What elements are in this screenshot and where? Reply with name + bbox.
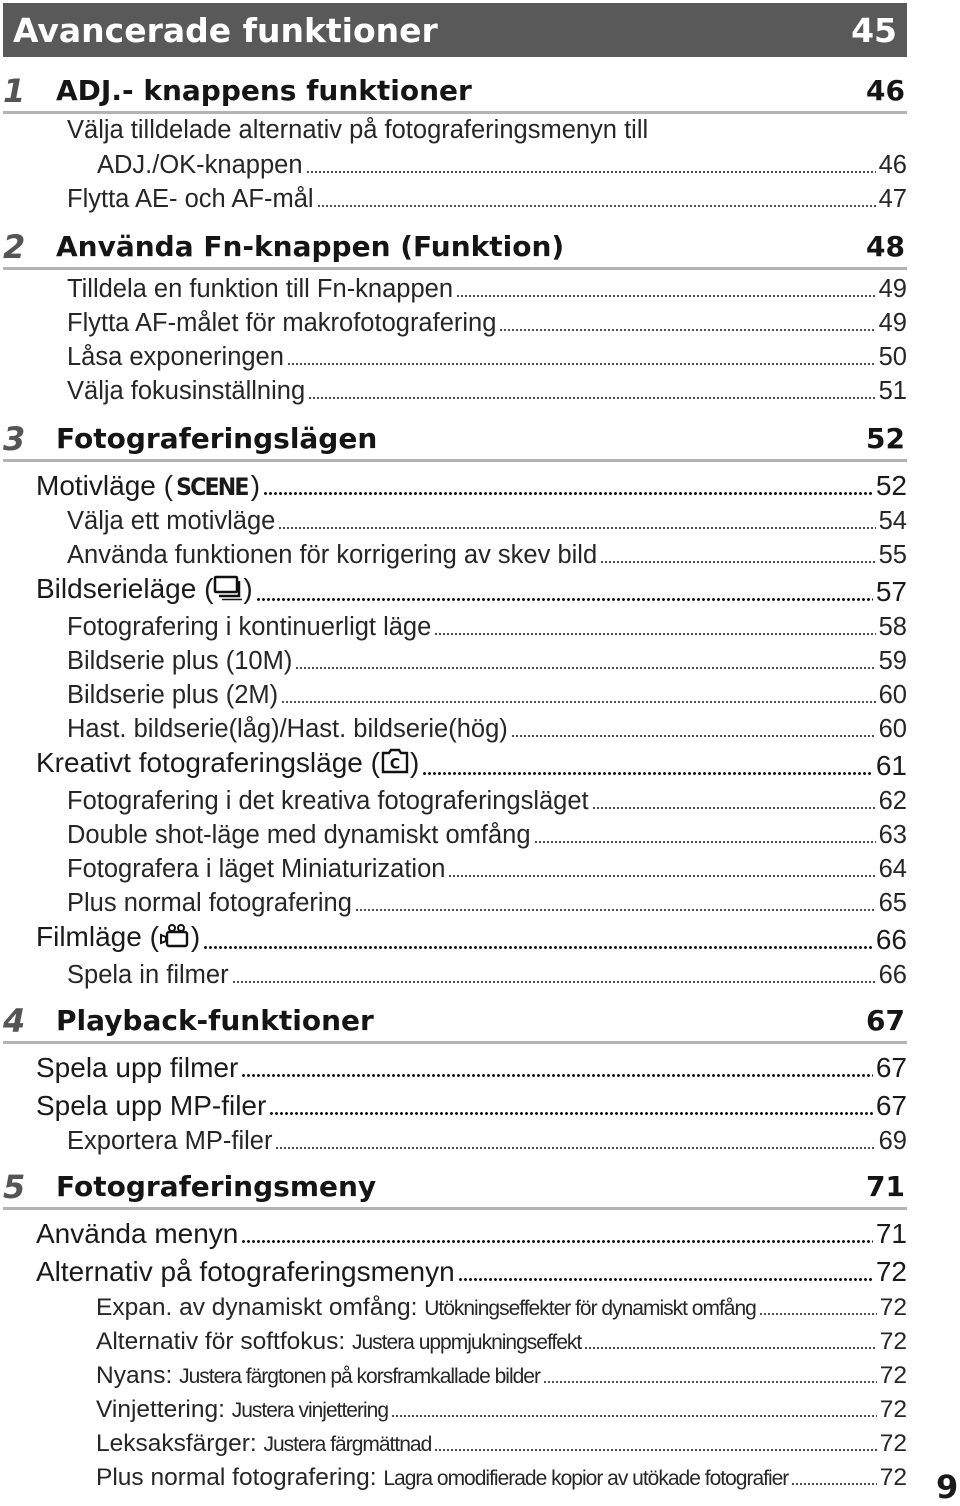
chapter-title: ADJ.- knappens funktioner [56, 74, 472, 107]
entry-description: Lagra omodifierade kopior av utökade fotografier [383, 1467, 789, 1490]
dot-leader [543, 1381, 877, 1383]
entry-label [96, 1430, 431, 1458]
entry-label: Spela upp filmer [36, 1052, 239, 1083]
entry-label [96, 1294, 756, 1322]
dot-leader [232, 981, 876, 983]
entry-page: 46 [878, 151, 907, 179]
entry-page: 67 [875, 1090, 907, 1121]
toc-entry[interactable] [67, 850, 907, 884]
entry-page: 72 [879, 1362, 907, 1389]
entry-label-text: Nyans: [96, 1362, 173, 1389]
entry-label-text: ) [409, 747, 420, 778]
toc-entry[interactable] [67, 956, 907, 990]
entry-page: 67 [875, 1052, 907, 1083]
dot-leader [355, 909, 876, 911]
svg-text:C: C [389, 756, 401, 773]
dot-leader [275, 1147, 875, 1149]
toc-entry-main[interactable] [36, 572, 907, 608]
chapter-page: 67 [866, 1004, 905, 1037]
entry-page: 51 [878, 377, 907, 405]
entry-page: 60 [878, 681, 907, 709]
page-number: 9 [936, 1468, 959, 1506]
entry-label: Välja fokusinställning [67, 377, 306, 405]
chapter-title: Playback-funktioner [56, 1004, 374, 1037]
entry-description: Justera färgtonen på korsframkallade bilder [179, 1365, 540, 1388]
entry-label [96, 1362, 540, 1390]
entry-label [36, 921, 200, 956]
dot-leader [458, 1278, 873, 1281]
section-banner [3, 3, 907, 57]
toc-entry-main[interactable] [36, 1086, 907, 1122]
movie-mode-icon [159, 923, 191, 956]
entry-label: Tilldela en funktion till Fn-knappen [67, 275, 454, 303]
entry-label: Bildserie plus (2M) [67, 681, 279, 709]
dot-leader [241, 1074, 873, 1077]
entry-page: 72 [875, 1256, 907, 1287]
dot-leader [306, 171, 876, 173]
entry-page: 57 [875, 576, 907, 607]
dot-leader [263, 492, 873, 495]
dot-leader [600, 561, 875, 563]
toc-entry[interactable] [67, 304, 907, 338]
chapter-page: 46 [866, 74, 905, 107]
chapter-number: 2 [3, 227, 26, 266]
chapter-page: 48 [866, 230, 905, 263]
toc-entry-main[interactable] [36, 920, 907, 956]
entry-description: Utökningseffekter för dynamiskt omfång [424, 1297, 756, 1320]
toc-entry[interactable] [96, 1322, 907, 1356]
entry-page: 61 [875, 750, 907, 781]
entry-page: 63 [878, 821, 907, 849]
entry-label: Flytta AF-målet för makrofotografering [67, 309, 497, 337]
dot-leader [448, 875, 875, 877]
entry-label: Alternativ på fotograferingsmenyn [36, 1256, 455, 1287]
chapter-number: 4 [3, 1001, 26, 1040]
entry-page: 66 [875, 924, 907, 955]
entry-label: Flytta AE- och AF-mål [67, 185, 314, 213]
toc-entry[interactable] [67, 642, 907, 676]
dot-leader [434, 633, 875, 635]
chapter-5-heading[interactable] [3, 1166, 907, 1210]
entry-label: Exportera MP-filer [67, 1127, 273, 1155]
dot-leader [434, 1449, 876, 1451]
entry-page: 69 [878, 1127, 907, 1155]
entry-page: 72 [879, 1294, 907, 1321]
toc-entry[interactable] [67, 180, 907, 214]
entry-page: 72 [879, 1430, 907, 1457]
entry-label: Hast. bildserie(låg)/Hast. bildserie(hög) [67, 715, 508, 743]
toc-entry[interactable] [97, 146, 907, 180]
creative-mode-icon [380, 747, 410, 782]
entry-label [96, 1328, 581, 1356]
chapter-number: 3 [3, 419, 26, 458]
entry-page: 49 [878, 275, 907, 303]
toc-entry-main[interactable] [36, 1214, 907, 1250]
entry-label: Double shot-läge med dynamiskt omfång [67, 821, 531, 849]
entry-label: Plus normal fotografering [67, 889, 352, 917]
entry-page: 58 [878, 613, 907, 641]
toc-entry[interactable] [96, 1458, 907, 1492]
toc-entry[interactable] [67, 816, 907, 850]
entry-label-text: Kreativt fotograferingsläge ( [36, 747, 380, 778]
chapter-4-heading[interactable] [3, 1000, 907, 1044]
entry-page: 65 [878, 889, 907, 917]
entry-label: ADJ./OK-knappen [97, 151, 303, 179]
dot-leader [511, 735, 876, 737]
entry-label: Spela in filmer [67, 961, 229, 989]
chapter-page: 52 [866, 422, 905, 455]
dot-leader [281, 701, 875, 703]
entry-label-text: Vinjettering: [96, 1396, 225, 1423]
toc-entry[interactable]: Välja tilldelade alternativ på fotograferingsmenyn till [67, 116, 649, 144]
toc-entry[interactable] [96, 1424, 907, 1458]
dot-leader [241, 1240, 872, 1243]
entry-page: 66 [878, 961, 907, 989]
entry-label [36, 747, 419, 782]
toc-entry-main[interactable] [36, 1048, 907, 1084]
entry-page: 54 [878, 507, 907, 535]
dot-leader [391, 1415, 877, 1417]
dot-leader [308, 397, 875, 399]
toc-entry[interactable] [67, 782, 907, 816]
continuous-mode-icon [213, 575, 243, 608]
dot-leader [456, 295, 876, 297]
toc-entry[interactable] [67, 676, 907, 710]
toc-entry[interactable] [67, 536, 907, 570]
toc-entry[interactable] [67, 502, 907, 536]
entry-label [36, 573, 253, 608]
entry-label-text: ) [250, 470, 261, 501]
dot-leader [278, 527, 875, 529]
entry-label [96, 1396, 388, 1424]
entry-label-text: Filmläge ( [36, 921, 159, 952]
toc-entry[interactable] [96, 1288, 907, 1322]
dot-leader [499, 329, 875, 331]
dot-leader [759, 1313, 877, 1315]
dot-leader [203, 946, 873, 949]
entry-label-text: Motivläge ( [36, 470, 173, 501]
entry-label-text: Alternativ för softfokus: [96, 1328, 346, 1355]
chapter-title: Använda Fn-knappen (Funktion) [56, 230, 565, 263]
chapter-3-heading[interactable] [3, 418, 907, 462]
entry-label: Bildserie plus (10M) [67, 647, 293, 675]
dot-leader [791, 1483, 876, 1485]
entry-page: 72 [879, 1328, 907, 1355]
entry-page: 62 [878, 787, 907, 815]
dot-leader [269, 1112, 873, 1115]
entry-label: Spela upp MP-filer [36, 1090, 267, 1121]
chapter-number: 5 [3, 1167, 26, 1206]
chapter-1-heading[interactable] [3, 70, 907, 114]
entry-page: 72 [879, 1464, 907, 1491]
dot-leader [287, 363, 876, 365]
entry-label-text: ) [190, 921, 201, 952]
entry-page: 55 [878, 541, 907, 569]
toc-entry[interactable] [67, 372, 907, 406]
entry-label-text: Expan. av dynamiskt omfång: [96, 1294, 418, 1321]
entry-page: 64 [878, 855, 907, 883]
dot-leader [295, 667, 875, 669]
entry-page: 59 [878, 647, 907, 675]
toc-entry[interactable] [67, 884, 907, 918]
entry-label [96, 1464, 788, 1492]
section-title: Avancerade funktioner [13, 10, 438, 50]
toc-entry[interactable] [67, 1122, 907, 1156]
toc-entry-main[interactable] [36, 746, 907, 782]
dot-leader [422, 772, 873, 775]
toc-entry-main[interactable] [36, 466, 907, 502]
entry-page: 52 [875, 470, 907, 501]
entry-label-text: Bildserieläge ( [36, 573, 214, 604]
entry-label: Använda funktionen för korrigering av skev bild [67, 541, 598, 569]
dot-leader [317, 205, 876, 207]
entry-page: 50 [878, 343, 907, 371]
entry-label-text: Leksaksfärger: [96, 1430, 257, 1457]
entry-label: Fotografering i kontinuerligt läge [67, 613, 432, 641]
dot-leader [584, 1347, 876, 1349]
entry-label-text: ) [243, 573, 253, 604]
chapter-title: Fotograferingslägen [56, 422, 378, 455]
toc-entry[interactable] [67, 710, 907, 744]
toc-entry[interactable] [67, 270, 907, 304]
entry-page: 49 [878, 309, 907, 337]
dot-leader [256, 598, 873, 601]
scene-mode-icon: SCENE [176, 473, 248, 501]
entry-description: Justera vinjettering [231, 1399, 389, 1422]
chapter-2-heading[interactable] [3, 226, 907, 270]
toc-entry[interactable] [96, 1390, 907, 1424]
entry-label: Fotografera i läget Miniaturization [67, 855, 446, 883]
toc-entry[interactable] [67, 338, 907, 372]
chapter-page: 71 [866, 1170, 905, 1203]
dot-leader [592, 807, 876, 809]
entry-label: Låsa exponeringen [67, 343, 284, 371]
entry-page: 72 [879, 1396, 907, 1423]
entry-label: Välja ett motivläge [67, 507, 276, 535]
entry-page: 71 [875, 1218, 907, 1249]
entry-description: Justera färgmättnad [263, 1433, 432, 1456]
entry-label [36, 470, 260, 502]
entry-label: Fotografering i det kreativa fotograferingsläget [67, 787, 589, 815]
entry-page: 60 [878, 715, 907, 743]
toc-entry[interactable] [67, 608, 907, 642]
chapter-number: 1 [3, 71, 26, 110]
chapter-title: Fotograferingsmeny [56, 1170, 377, 1203]
entry-label: Använda menyn [36, 1218, 239, 1249]
toc-entry[interactable] [96, 1356, 907, 1390]
entry-page: 47 [878, 185, 907, 213]
toc-entry-main[interactable] [36, 1252, 907, 1288]
dot-leader [534, 841, 876, 843]
entry-label-text: Plus normal fotografering: [96, 1464, 377, 1491]
section-page: 45 [851, 10, 897, 50]
entry-description: Justera uppmjukningseffekt [352, 1331, 582, 1354]
